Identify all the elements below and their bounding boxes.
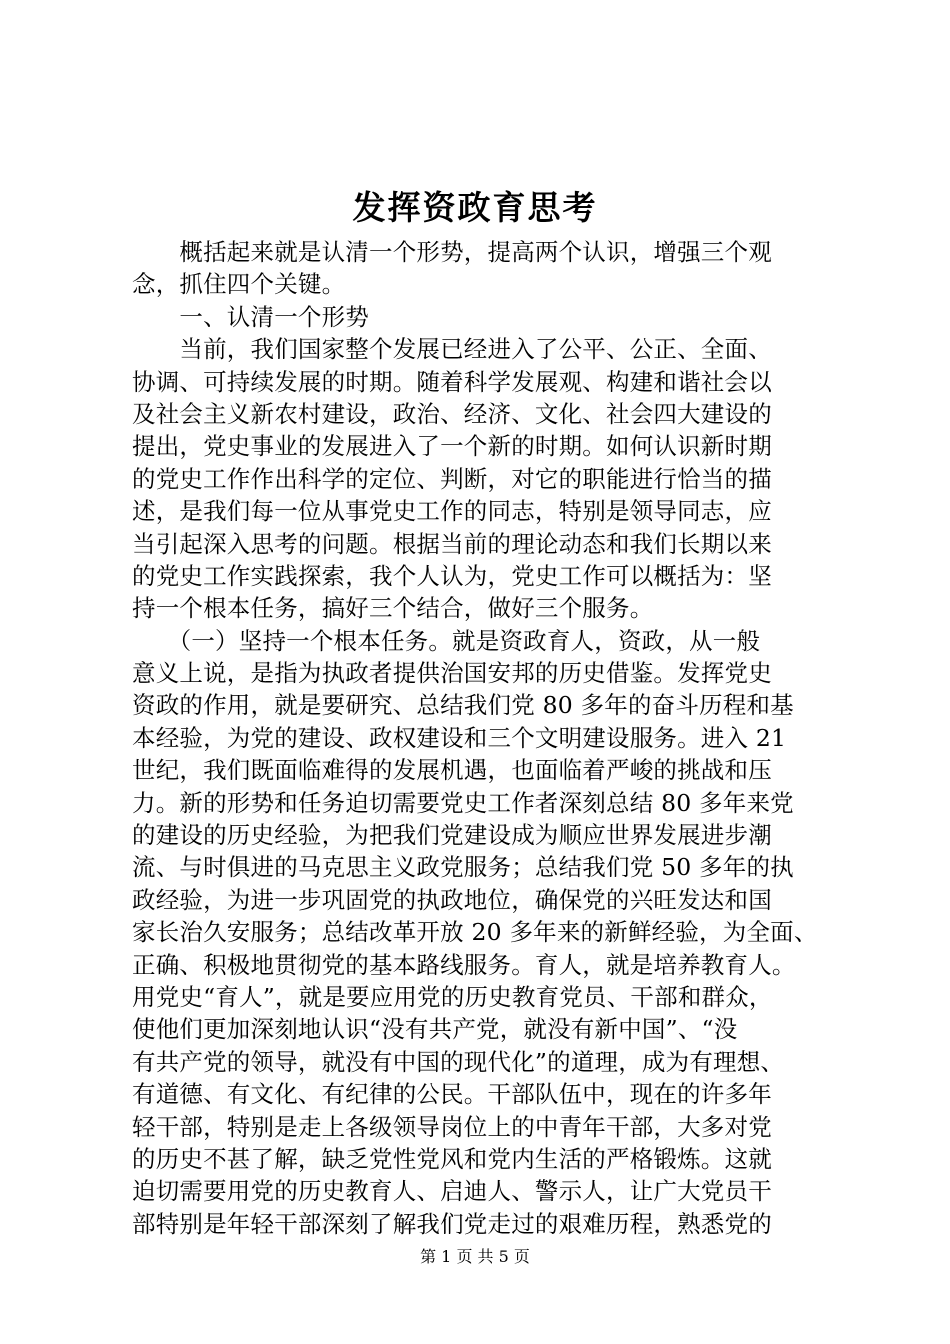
body-line: 部特别是年轻干部深刻了解我们党走过的艰难历程，熟悉党的 — [132, 1209, 772, 1238]
document-title: 发挥资政育思考 — [352, 188, 598, 227]
body-line: 意义上说，是指为执政者提供治国安邦的历史借鉴。发挥党史 — [132, 659, 772, 688]
body-line: 用党史“育人”，就是要应用党的历史教育党员、干部和群众， — [132, 982, 773, 1011]
body-line: 有共产党的领导，就没有中国的现代化”的道理，成为有理想、 — [132, 1047, 785, 1076]
body-line: 本经验，为党的建设、政权建设和三个文明建设服务。进入 21 — [132, 723, 787, 752]
body-line: 持一个根本任务，搞好三个结合，做好三个服务。 — [132, 594, 654, 623]
body-line: 轻干部，特别是走上各级领导岗位上的中青年干部，大多对党 — [132, 1112, 772, 1141]
page-footer: 第 1 页 共 5 页 — [420, 1247, 530, 1266]
body-line: 使他们更加深刻地认识“没有共产党，就没有新中国”、“没 — [132, 1015, 738, 1044]
body-line: 的建设的历史经验，为把我们党建设成为顺应世界发展进步潮 — [132, 821, 772, 850]
body-line: 迫切需要用党的历史教育人、启迪人、警示人，让广大党员干 — [132, 1177, 772, 1206]
body-line: 的党史工作实践探索，我个人认为，党史工作可以概括为：坚 — [132, 561, 772, 590]
body-line: 及社会主义新农村建设，政治、经济、文化、社会四大建设的 — [132, 399, 772, 428]
document-body — [132, 236, 832, 1240]
body-line: 的历史不甚了解，缺乏党性党风和党内生活的严格锻炼。这就 — [132, 1144, 772, 1173]
body-line: 一、认清一个形势 — [132, 302, 369, 331]
body-line: 概括起来就是认清一个形势，提高两个认识，增强三个观 — [132, 238, 772, 266]
body-line: 正确、积极地贯彻党的基本路线服务。育人，就是培养教育人。 — [132, 950, 796, 979]
body-line: 政经验，为进一步巩固党的执政地位，确保党的兴旺发达和国 — [132, 885, 772, 914]
body-line: 念，抓住四个关键。 — [132, 270, 346, 299]
body-line: 当引起深入思考的问题。根据当前的理论动态和我们长期以来 — [132, 529, 772, 558]
body-line: 力。新的形势和任务迫切需要党史工作者深刻总结 80 多年来党 — [132, 788, 794, 817]
body-line: 的党史工作作出科学的定位、判断，对它的职能进行恰当的描 — [132, 464, 772, 493]
body-line: 有道德、有文化、有纪律的公民。干部队伍中，现在的许多年 — [132, 1080, 772, 1109]
body-line: 世纪，我们既面临难得的发展机遇，也面临着严峻的挑战和压 — [132, 756, 772, 785]
body-line: 资政的作用，就是要研究、总结我们党 80 多年的奋斗历程和基 — [132, 691, 794, 720]
body-line: 提出，党史事业的发展进入了一个新的时期。如何认识新时期 — [132, 432, 772, 461]
body-line: 流、与时俱进的马克思主义政党服务；总结我们党 50 多年的执 — [132, 853, 794, 882]
body-line: 协调、可持续发展的时期。随着科学发展观、构建和谐社会以 — [132, 367, 772, 396]
body-line: 当前，我们国家整个发展已经进入了公平、公正、全面、 — [132, 335, 772, 364]
body-line: （一）坚持一个根本任务。就是资政育人，资政，从一般 — [132, 626, 761, 655]
body-line: 述，是我们每一位从事党史工作的同志，特别是领导同志，应 — [132, 497, 772, 526]
body-line: 家长治久安服务；总结改革开放 20 多年来的新鲜经验，为全面、 — [132, 918, 818, 947]
